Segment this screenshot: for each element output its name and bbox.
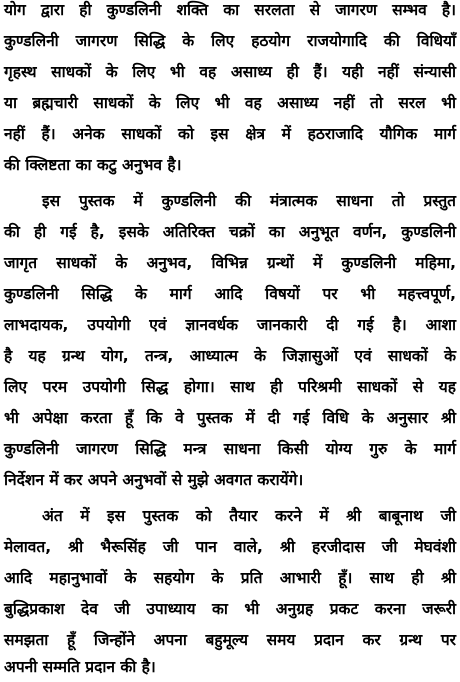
paragraph-1-line-5: नहीं हैं। अनेक साधकों को इस क्षेत्र में हठराजादि यौगिक मार्ग xyxy=(4,125,456,143)
paragraph-3-line-1: अंत में इस पुस्तक को तैयार करने में श्री बाबूनाथ जी xyxy=(42,507,456,525)
paragraph-2-line-5: लाभदायक, उपयोगी एवं ज्ञानवर्धक जानकारी दी गई है। आशा xyxy=(4,316,456,334)
paragraph-1-line-6: की क्लिष्टता का कटु अनुभव है। xyxy=(4,156,182,174)
paragraph-2-line-9: कुण्डलिनी जागरण सिद्धि मन्त्र साधना किसी योग्य गुरु के मार्ग xyxy=(4,440,456,458)
paragraph-3-line-2: मेलावत, श्री भैरूसिंह जी पान वाले, श्री हरजीदास जी मेघवंशी xyxy=(4,538,456,556)
paragraph-2-line-10: निर्देशन में कर अपने अनुभवों से मुझे अवगत करायेंगे। xyxy=(4,471,304,489)
paragraph-3-line-4: बुद्धिप्रकाश देव जी उपाध्याय का भी अनुग्रह प्रकट करना जरूरी xyxy=(4,600,456,618)
paragraph-3-line-6: अपनी सम्मति प्रदान की है। xyxy=(4,658,156,676)
paragraph-2-line-4: कुण्डलिनी सिद्धि के मार्ग आदि विषयों पर भी महत्त्वपूर्ण, xyxy=(4,285,456,303)
paragraph-2-line-1: इस पुस्तक में कुण्डलिनी की मंत्रात्मक साधना तो प्रस्तुत xyxy=(42,192,456,210)
paragraph-3-line-3: आदि महानुभावों के सहयोग के प्रति आभारी हूँ। साथ ही श्री xyxy=(4,569,456,587)
paragraph-2-line-7: लिए परम उपयोगी सिद्ध होगा। साथ ही परिश्रमी साधकों से यह xyxy=(4,378,456,396)
paragraph-2-line-2: की ही गई है, इसके अतिरिक्त चक्रों का अनुभूत वर्णन, कुण्डलिनी xyxy=(4,223,456,241)
paragraph-2-line-8: भी अपेक्षा करता हूँ कि वे पुस्तक में दी गई विधि के अनुसार श्री xyxy=(4,409,456,427)
paragraph-1-line-4: या ब्रह्मचारी साधकों के लिए भी वह असाध्य नहीं तो सरल भी xyxy=(4,94,456,112)
paragraph-1-line-1: योग द्वारा ही कुण्डलिनी शक्ति का सरलता से जागरण सम्भव है। xyxy=(4,1,456,19)
paragraph-2-line-6: है यह ग्रन्थ योग, तन्त्र, आध्यात्म के जिज्ञासुओं एवं साधकों के xyxy=(4,347,456,365)
paragraph-2-line-3: जागृत साधकों के अनुभव, विभिन्न ग्रन्थों में कुण्डलिनी महिमा, xyxy=(4,254,456,272)
paragraph-3-line-5: समझता हूँ जिन्होंने अपना बहुमूल्य समय प्रदान कर ग्रन्थ पर xyxy=(4,631,456,649)
paragraph-1-line-2: कुण्डलिनी जागरण सिद्धि के लिए हठयोग राजयोगादि की विधियाँ xyxy=(4,32,456,50)
paragraph-1-line-3: गृहस्थ साधकों के लिए भी वह असाध्य ही हैं। यही नहीं संन्यासी xyxy=(4,63,456,81)
